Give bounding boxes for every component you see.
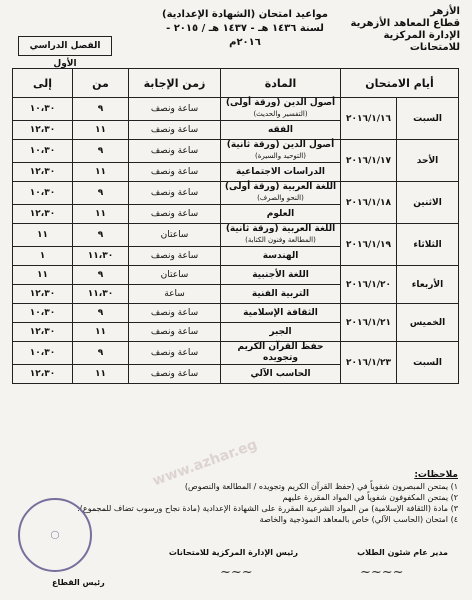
duration-cell: ساعة ونصف <box>129 365 221 384</box>
subject-note: (النحو والصرف) <box>257 194 304 202</box>
from-time-cell: ١١ <box>73 323 129 342</box>
org-line: الإدارة المركزية للامتحانات <box>383 30 460 53</box>
to-time-cell: ١٠،٣٠ <box>13 304 73 323</box>
table-row <box>13 266 459 285</box>
subject-note: (المطالعة وفنون الكتابة) <box>245 236 316 244</box>
from-time-cell: ٩ <box>73 182 129 205</box>
to-time-cell: ١ <box>13 247 73 266</box>
subject-note: (التفسير والحديث) <box>253 110 308 118</box>
table-row <box>13 98 459 121</box>
subject-cell <box>221 224 341 247</box>
from-time-cell: ٩ <box>73 98 129 121</box>
signature-title-sector: رئيس القطاع <box>52 578 105 587</box>
to-time-cell: ١٠،٣٠ <box>13 342 73 365</box>
from-time-cell: ٩ <box>73 304 129 323</box>
schedule-subtitle: لسنة ١٤٣٦ هـ - ١٤٣٧ هـ / ٢٠١٥ - ٢٠١٦م <box>166 23 324 48</box>
table-row <box>13 342 459 365</box>
from-time-cell: ١١ <box>73 205 129 224</box>
exam-day: السبت <box>397 98 459 140</box>
table-row <box>13 304 459 323</box>
to-time-cell: ١٢،٣٠ <box>13 323 73 342</box>
from-time-cell: ١١،٣٠ <box>73 247 129 266</box>
schedule-title-block <box>150 8 340 50</box>
from-time-cell: ١١ <box>73 163 129 182</box>
to-time-cell: ١٠،٣٠ <box>13 182 73 205</box>
subject-cell <box>221 140 341 163</box>
duration-cell: ساعتان <box>129 266 221 285</box>
col-header-subject: المادة <box>221 69 341 98</box>
to-time-cell: ١٢،٣٠ <box>13 365 73 384</box>
subject-cell <box>221 205 341 224</box>
subject-cell <box>221 285 341 304</box>
subject-name: الفقه <box>268 124 293 135</box>
duration-cell: ساعة ونصف <box>129 304 221 323</box>
subject-name: أصول الدين (ورقة أولى) <box>225 98 336 108</box>
subject-cell <box>221 365 341 384</box>
watermark: www.azhar.eg <box>150 436 260 490</box>
schedule-title: مواعيد امتحان (الشهادة الإعدادية) <box>162 9 328 20</box>
subject-name: الهندسة <box>262 250 299 261</box>
col-header-to: إلى <box>13 69 73 98</box>
exam-date: ٢٠١٦/١/١٩ <box>341 224 397 266</box>
exam-date: ٢٠١٦/١/١٨ <box>341 182 397 224</box>
note-item: ١) يمتحن المبصرون شفوياً في (حفظ القرآن الكريم وتجويده / المطالعة والنصوص) <box>184 482 458 491</box>
subject-cell <box>221 304 341 323</box>
to-time-cell: ١٢،٣٠ <box>13 285 73 304</box>
table-row <box>13 140 459 163</box>
note-item: ٤) امتحان (الحاسب الآلي) خاص بالمعاهد النموذجية والخاصة <box>259 515 458 524</box>
duration-cell: ساعة ونصف <box>129 182 221 205</box>
official-stamp: ◯ <box>18 498 92 572</box>
org-header <box>330 6 460 54</box>
to-time-cell: ١١ <box>13 224 73 247</box>
duration-cell: ساعة ونصف <box>129 98 221 121</box>
exam-day: الأربعاء <box>397 266 459 304</box>
to-time-cell: ١٠،٣٠ <box>13 140 73 163</box>
term-box: الفصل الدراسي الأول <box>18 36 112 56</box>
org-line: الأزهر <box>430 6 460 17</box>
table-row <box>13 224 459 247</box>
table-header-row <box>13 69 459 98</box>
subject-cell <box>221 98 341 121</box>
duration-cell: ساعة <box>129 285 221 304</box>
from-time-cell: ١١،٣٠ <box>73 285 129 304</box>
subject-name: أصول الدين (ورقة ثانية) <box>226 140 335 150</box>
exam-date: ٢٠١٦/١/١٧ <box>341 140 397 182</box>
from-time-cell: ١١ <box>73 121 129 140</box>
note-item: ٣) مادة (الثقافة الإسلامية) من المواد الشرعية المقررة على الشهادة الإعدادية (مادة نجاح ورسوب تضاف للمجموع). <box>77 504 458 513</box>
to-time-cell: ١٢،٣٠ <box>13 121 73 140</box>
duration-cell: ساعة ونصف <box>129 342 221 365</box>
exam-date: ٢٠١٦/١/٢٠ <box>341 266 397 304</box>
from-time-cell: ٩ <box>73 266 129 285</box>
to-time-cell: ١٢،٣٠ <box>13 163 73 182</box>
subject-name: حفظ القرآن الكريم وتجويده <box>237 342 324 363</box>
subject-cell <box>221 266 341 285</box>
subject-name: الدراسات الاجتماعية <box>236 166 325 177</box>
exam-day: الثلاثاء <box>397 224 459 266</box>
exam-day: الأحد <box>397 140 459 182</box>
subject-cell <box>221 182 341 205</box>
signature-title-students: مدير عام شئون الطلاب <box>357 548 448 557</box>
col-header-duration: زمن الإجابة <box>129 69 221 98</box>
handwritten-signature: ~~~ <box>220 565 253 580</box>
exam-day: الخميس <box>397 304 459 342</box>
subject-cell <box>221 247 341 266</box>
from-time-cell: ٩ <box>73 342 129 365</box>
duration-cell: ساعة ونصف <box>129 140 221 163</box>
exam-date: ٢٠١٦/١/١٦ <box>341 98 397 140</box>
handwritten-signature: ~~~~ <box>360 565 404 580</box>
schedule-table <box>12 68 459 384</box>
exam-date: ٢٠١٦/١/٢١ <box>341 304 397 342</box>
note-item: ٢) يمتحن المكفوفون شفوياً في المواد المقررة عليهم <box>282 493 458 502</box>
notes-title: ملاحظات: <box>414 470 458 480</box>
col-header-from: من <box>73 69 129 98</box>
exam-date: ٢٠١٦/١/٢٣ <box>341 342 397 384</box>
duration-cell: ساعتان <box>129 224 221 247</box>
duration-cell: ساعة ونصف <box>129 323 221 342</box>
exam-day: السبت <box>397 342 459 384</box>
subject-note: (التوحيد والسيرة) <box>255 152 306 160</box>
subject-name: التربية الفنية <box>251 288 310 299</box>
subject-cell <box>221 342 341 365</box>
subject-name: الثقافة الإسلامية <box>243 307 318 318</box>
duration-cell: ساعة ونصف <box>129 163 221 182</box>
subject-cell <box>221 121 341 140</box>
to-time-cell: ١١ <box>13 266 73 285</box>
duration-cell: ساعة ونصف <box>129 205 221 224</box>
subject-name: الجبر <box>269 326 292 337</box>
exam-day: الاثنين <box>397 182 459 224</box>
subject-name: اللغة العربية (ورقة ثانية) <box>225 224 336 234</box>
subject-cell <box>221 163 341 182</box>
from-time-cell: ٩ <box>73 224 129 247</box>
to-time-cell: ١٢،٣٠ <box>13 205 73 224</box>
subject-name: اللغة العربية (ورقة أولى) <box>224 182 337 192</box>
subject-cell <box>221 323 341 342</box>
subject-name: العلوم <box>266 208 295 219</box>
from-time-cell: ٩ <box>73 140 129 163</box>
signature-title-exams: رئيس الإدارة المركزية للامتحانات <box>168 548 298 557</box>
duration-cell: ساعة ونصف <box>129 121 221 140</box>
org-line: قطاع المعاهد الأزهرية <box>350 18 460 29</box>
from-time-cell: ١١ <box>73 365 129 384</box>
subject-name: الحاسب الآلي <box>250 368 311 379</box>
to-time-cell: ١٠،٣٠ <box>13 98 73 121</box>
table-row <box>13 182 459 205</box>
duration-cell: ساعة ونصف <box>129 247 221 266</box>
col-header-day: أيام الامتحان <box>341 69 459 98</box>
subject-name: اللغة الأجنبية <box>252 269 309 280</box>
